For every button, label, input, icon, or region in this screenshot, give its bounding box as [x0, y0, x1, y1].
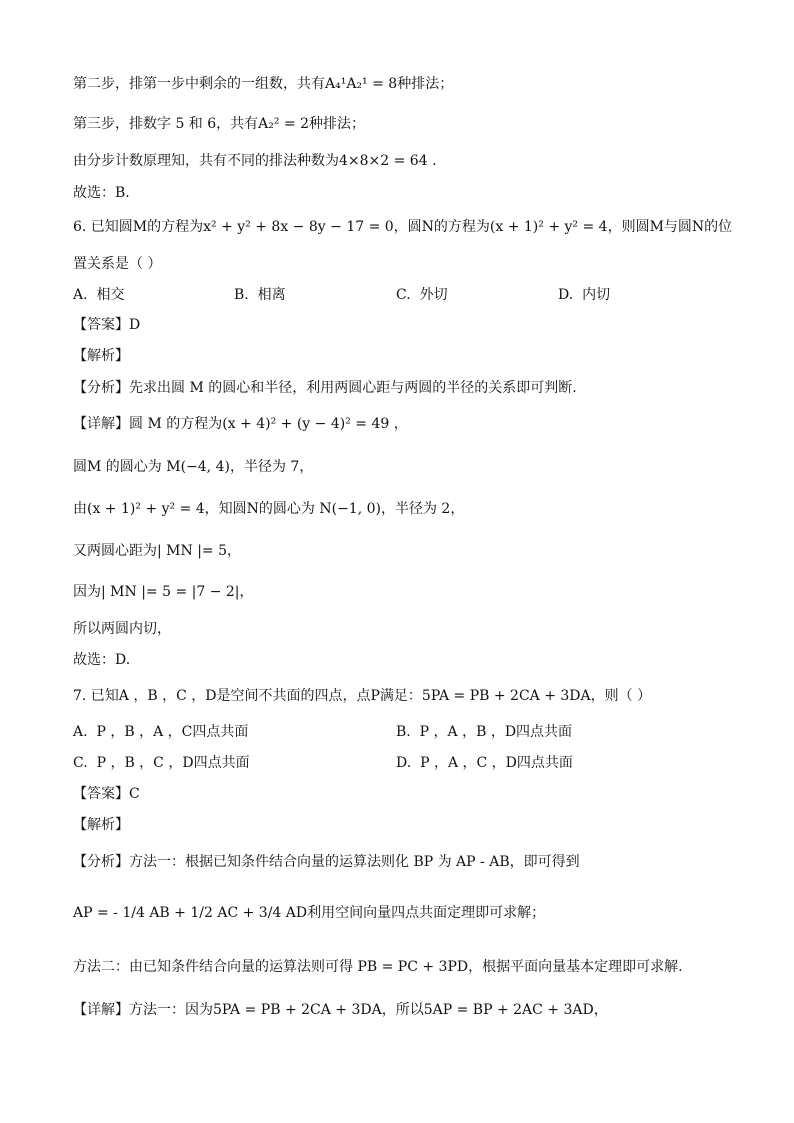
q7-option-c [73, 753, 250, 773]
option-letter: B. [396, 724, 411, 740]
q6-option-d [558, 285, 610, 305]
q6-answer: 【答案】D [73, 317, 141, 333]
q7-option-a [73, 722, 248, 742]
option-letter: D. [558, 287, 574, 303]
option-text: P ，A ，B ，D四点共面 [419, 724, 573, 740]
q6-detail-6: 所以两圆内切， [73, 621, 171, 637]
q6-stem-line1: 6. 已知圆M的方程为x² + y² + 8x − 8y − 17 = 0，圆N的方程为(x + 1)² + y² = 4，则圆M与圆N的位 [73, 219, 733, 235]
q6-option-a [73, 285, 124, 305]
step-total-line: 由分步计数原理知，共有不同的排法种数为4×8×2 = 64 . [73, 153, 437, 169]
q6-detail-5: 因为| MN |= 5 = |7 − 2|， [73, 584, 254, 600]
q7-detail-1: 【详解】方法一：因为5PA = PB + 2CA + 3DA，所以5AP = BP + 2AC + 3AD， [73, 1002, 608, 1018]
q5-choose-line: 故选：B. [73, 185, 130, 201]
q7-stem: 7. 已知A ，B ，C ，D是空间不共面的四点，点P满足：5PA = PB + 2CA + 3DA，则（ ） [73, 688, 652, 704]
option-letter: B. [234, 287, 249, 303]
q7-method-2: 方法二：由已知条件结合向量的运算法则可得 PB = PC + 3PD，根据平面向量基本定理即可求解. [73, 959, 683, 975]
q6-detail-2: 圆M 的圆心为 M(−4, 4)，半径为 7， [73, 459, 314, 475]
q6-fenxi: 【分析】先求出圆 M 的圆心和半径，利用两圆心距与两圆的半径的关系即可判断. [73, 380, 577, 396]
option-letter: D. [396, 755, 412, 771]
q7-option-b [396, 722, 572, 742]
q6-option-b [234, 285, 286, 305]
option-text: 相离 [257, 287, 286, 303]
q7-fenxi-1: 【分析】方法一：根据已知条件结合向量的运算法则化 BP 为 AP - AB，即可得到 [73, 854, 580, 870]
q7-fenxi-2: AP = - 1/4 AB + 1/2 AC + 3/4 AD利用空间向量四点共面定理即可求解； [73, 905, 546, 921]
q6-detail-3: 由(x + 1)² + y² = 4，知圆N的圆心为 N(−1, 0)，半径为 2， [73, 501, 465, 517]
option-text: P ，B ，A ，C四点共面 [96, 724, 249, 740]
q6-option-c [396, 285, 448, 305]
option-letter: C. [396, 287, 411, 303]
q7-option-d [396, 753, 573, 773]
q7-answer: 【答案】C [73, 786, 140, 802]
option-text: 外切 [419, 287, 448, 303]
q6-detail-4: 又两圆心距为| MN |= 5， [73, 543, 242, 559]
option-letter: C. [73, 755, 88, 771]
q6-detail-1: 【详解】圆 M 的方程为(x + 4)² + (y − 4)² = 49 ， [73, 416, 408, 432]
option-text: 内切 [582, 287, 611, 303]
option-text: P ，A ，C ，D四点共面 [420, 755, 573, 771]
option-letter: A. [73, 724, 88, 740]
option-text: 相交 [96, 287, 125, 303]
step3-line: 第三步，排数字 5 和 6，共有A₂² = 2种排法； [73, 116, 366, 132]
q6-stem-line2: 置关系是（ ） [73, 256, 162, 272]
option-letter: A. [73, 287, 88, 303]
q6-choose: 故选：D. [73, 652, 131, 668]
q6-analysis-heading: 【解析】 [73, 348, 129, 364]
step2-line: 第二步，排第一步中剩余的一组数，共有A₄¹A₂¹ = 8种排法； [73, 76, 454, 92]
option-text: P ，B ，C ，D四点共面 [96, 755, 250, 771]
q7-analysis-heading: 【解析】 [73, 817, 129, 833]
